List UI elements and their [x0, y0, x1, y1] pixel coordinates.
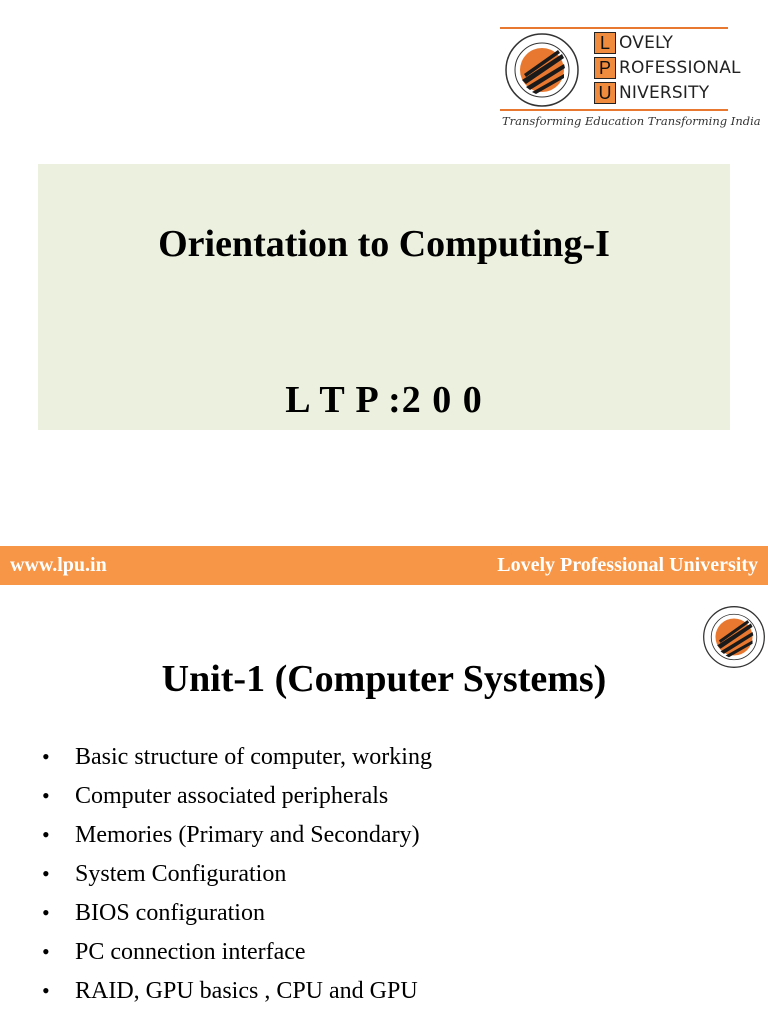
logo-row-professional	[594, 56, 741, 80]
logo-top-rule	[500, 27, 728, 29]
logo-initial: U	[594, 82, 616, 104]
logo-wordmark	[594, 31, 741, 106]
bullet-icon: •	[42, 783, 50, 808]
bullet-icon: •	[42, 744, 50, 769]
logo-word-rest: NIVERSITY	[619, 83, 710, 103]
list-item	[42, 820, 432, 859]
list-item-text: Basic structure of computer, working	[75, 744, 432, 770]
footer-university-name: Lovely Professional University	[497, 554, 758, 576]
bullet-icon: •	[42, 939, 50, 964]
logo-row-lovely	[594, 31, 741, 55]
list-item	[42, 898, 432, 937]
list-item-text: RAID, GPU basics , CPU and GPU	[75, 978, 418, 1004]
lpu-logo	[500, 24, 761, 136]
footer-website-link[interactable]: www.lpu.in	[10, 554, 107, 576]
list-item	[42, 937, 432, 976]
logo-row-university	[594, 81, 741, 105]
list-item-text: System Configuration	[75, 861, 287, 887]
logo-initial: L	[594, 32, 616, 54]
list-item-text: PC connection interface	[75, 939, 306, 965]
list-item-text: Computer associated peripherals	[75, 783, 389, 809]
unit-slide	[0, 585, 768, 1024]
list-item	[42, 859, 432, 898]
bullet-icon: •	[42, 861, 50, 886]
logo-word-rest: ROFESSIONAL	[619, 58, 741, 78]
slide-title: Orientation to Computing-I	[158, 223, 610, 265]
slide-subtitle: L T P :2 0 0	[285, 379, 483, 421]
list-item	[42, 742, 432, 781]
unit-title: Unit-1 (Computer Systems)	[161, 658, 607, 700]
university-seal-icon	[504, 32, 580, 108]
logo-initial: P	[594, 57, 616, 79]
list-item	[42, 976, 432, 1015]
topic-list	[42, 742, 432, 1015]
list-item	[42, 781, 432, 820]
bullet-icon: •	[42, 900, 50, 925]
list-item-text: Memories (Primary and Secondary)	[75, 822, 420, 848]
bullet-icon: •	[42, 978, 50, 1003]
logo-bottom-rule	[500, 109, 728, 111]
footer-bar	[0, 546, 768, 585]
list-item-text: BIOS configuration	[75, 900, 265, 926]
bullet-icon: •	[42, 822, 50, 847]
logo-tagline: Transforming Education Transforming India	[502, 114, 761, 128]
logo-word-rest: OVELY	[619, 33, 674, 53]
